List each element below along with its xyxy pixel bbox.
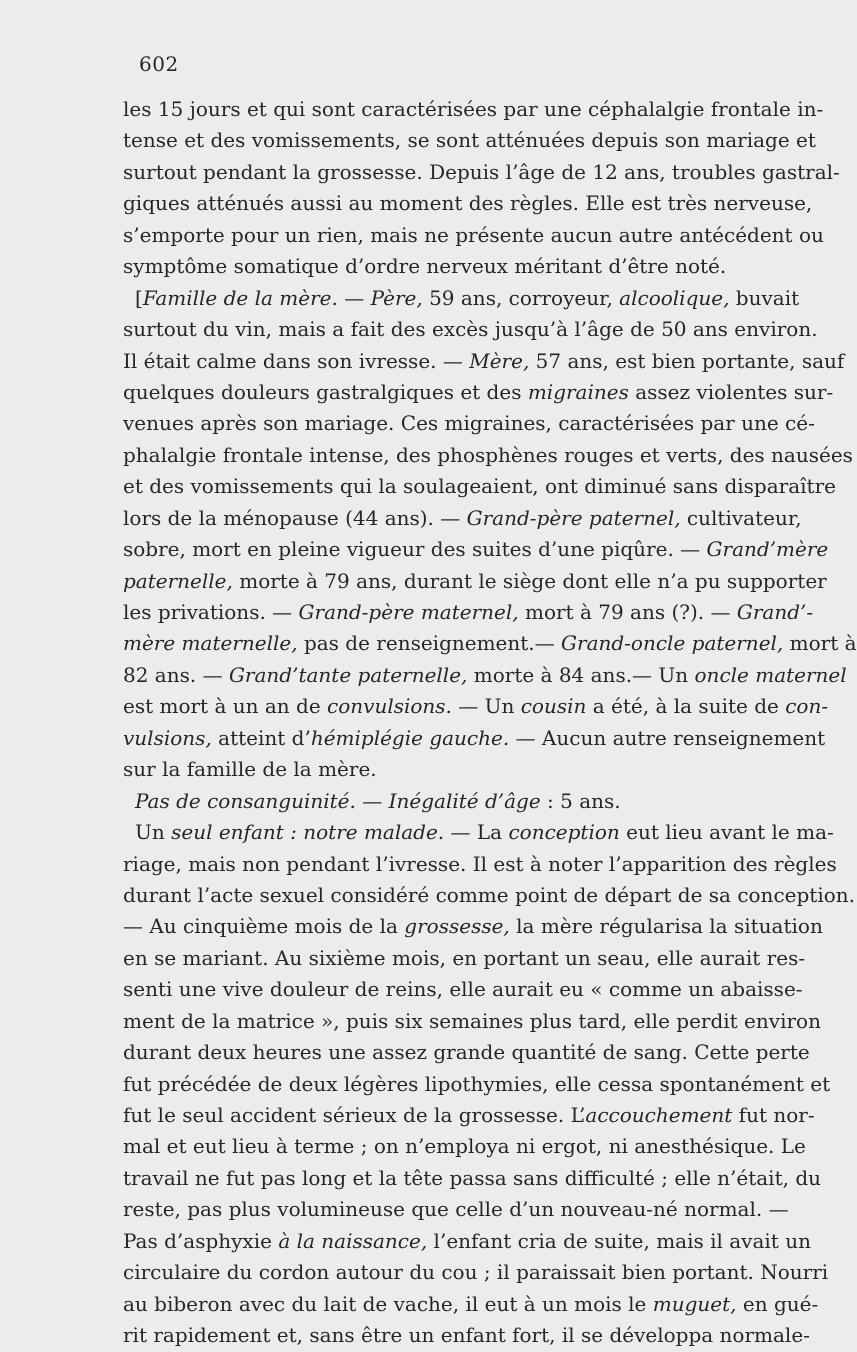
text-line: ment de la matrice », puis six semaines plus tard, elle perdit environ bbox=[123, 1008, 821, 1033]
text-line: surtout pendant la grossesse. Depuis l’âge de 12 ans, troubles gastral- bbox=[123, 159, 840, 184]
text-line: s’emporte pour un rien, mais ne présente aucun autre antécédent ou bbox=[123, 222, 824, 247]
text-line: senti une vive douleur de reins, elle aurait eu « comme un abaisse- bbox=[123, 977, 803, 1002]
text-line: 82 ans. — Grand’tante paternelle, morte à 84 ans.— Un oncle maternel bbox=[123, 662, 847, 687]
text-line: [Famille de la mère. — Père, 59 ans, corroyeur, alcoolique, buvait bbox=[135, 285, 800, 310]
text-line: fut précédée de deux légères lipothymies, elle cessa spontanément et bbox=[123, 1071, 831, 1096]
text-line: au biberon avec du lait de vache, il eut à un mois le muguet, en gué- bbox=[123, 1291, 819, 1316]
text-line: venues après son mariage. Ces migraines, caractérisées par une cé- bbox=[123, 411, 815, 436]
text-line: en se mariant. Au sixième mois, en portant un seau, elle aurait res- bbox=[123, 945, 806, 970]
text-line: Il était calme dans son ivresse. — Mère, 57 ans, est bien portante, sauf bbox=[123, 348, 845, 373]
text-line: giques atténués aussi au moment des règles. Elle est très nerveuse, bbox=[123, 191, 813, 216]
text-line: mal et eut lieu à terme ; on n’employa ni ergot, ni anesthésique. Le bbox=[123, 1134, 806, 1159]
text-line: les privations. — Grand-père maternel, mort à 79 ans (?). — Grand’- bbox=[123, 600, 814, 624]
text-line: vulsions, atteint d’hémiplégie gauche. — Aucun autre renseignement bbox=[123, 725, 826, 750]
text-line: durant deux heures une assez grande quantité de sang. Cette perte bbox=[123, 1040, 810, 1065]
text-line: sur la famille de la mère. bbox=[123, 757, 377, 782]
text-line: et des vomissements qui la soulageaient, ont diminué sans disparaître bbox=[123, 474, 836, 499]
text-line: travail ne fut pas long et la tête passa sans difficulté ; elle n’était, du bbox=[123, 1165, 822, 1190]
text-line: quelques douleurs gastralgiques et des migraines assez violentes sur- bbox=[123, 379, 834, 404]
text-line: rit rapidement et, sans être un enfant fort, il se développa normale- bbox=[123, 1323, 810, 1348]
text-line: riage, mais non pendant l’ivresse. Il est à noter l’apparition des règles bbox=[123, 851, 837, 876]
page-number: 602 bbox=[139, 52, 179, 76]
text-line: Pas d’asphyxie à la naissance, l’enfant cria de suite, mais il avait un bbox=[123, 1228, 811, 1253]
text-line: durant l’acte sexuel considéré comme point de départ de sa conception. bbox=[123, 882, 855, 907]
text-line: sobre, mort en pleine vigueur des suites d’une piqûre. — Grand’mère bbox=[123, 537, 829, 562]
text-line: est mort à un an de convulsions. — Un cousin a été, à la suite de con- bbox=[123, 694, 829, 719]
text-line: surtout du vin, mais a fait des excès jusqu’à l’âge de 50 ans environ. bbox=[123, 317, 818, 342]
text-line: symptôme somatique d’ordre nerveux méritant d’être noté. bbox=[123, 254, 727, 279]
text-line: les 15 jours et qui sont caractérisées par une céphalalgie frontale in- bbox=[123, 97, 824, 121]
text-line: Un seul enfant : notre malade. — La conception eut lieu avant le ma- bbox=[135, 820, 834, 845]
text-line: reste, pas plus volumineuse que celle d’un nouveau-né normal. — bbox=[123, 1197, 789, 1222]
text-line: lors de la ménopause (44 ans). — Grand-père paternel, cultivateur, bbox=[123, 505, 802, 530]
text-line: tense et des vomissements, se sont atténuées depuis son mariage et bbox=[123, 128, 816, 153]
text-line: phalalgie frontale intense, des phosphènes rouges et verts, des nausées bbox=[123, 442, 853, 467]
text-line: Pas de consanguinité. — Inégalité d’âge : 5 ans. bbox=[135, 788, 621, 813]
text-line: — Au cinquième mois de la grossesse, la mère régularisa la situation bbox=[123, 914, 823, 939]
text-line: paternelle, morte à 79 ans, durant le siège dont elle n’a pu supporter bbox=[123, 568, 827, 593]
text-line: mère maternelle, pas de renseignement.— Grand-oncle paternel, mort à bbox=[123, 631, 857, 656]
body-text bbox=[123, 94, 857, 1352]
text-line: fut le seul accident sérieux de la grossesse. L’accouchement fut nor- bbox=[123, 1103, 815, 1127]
text-line: circulaire du cordon autour du cou ; il paraissait bien portant. Nourri bbox=[123, 1260, 829, 1285]
